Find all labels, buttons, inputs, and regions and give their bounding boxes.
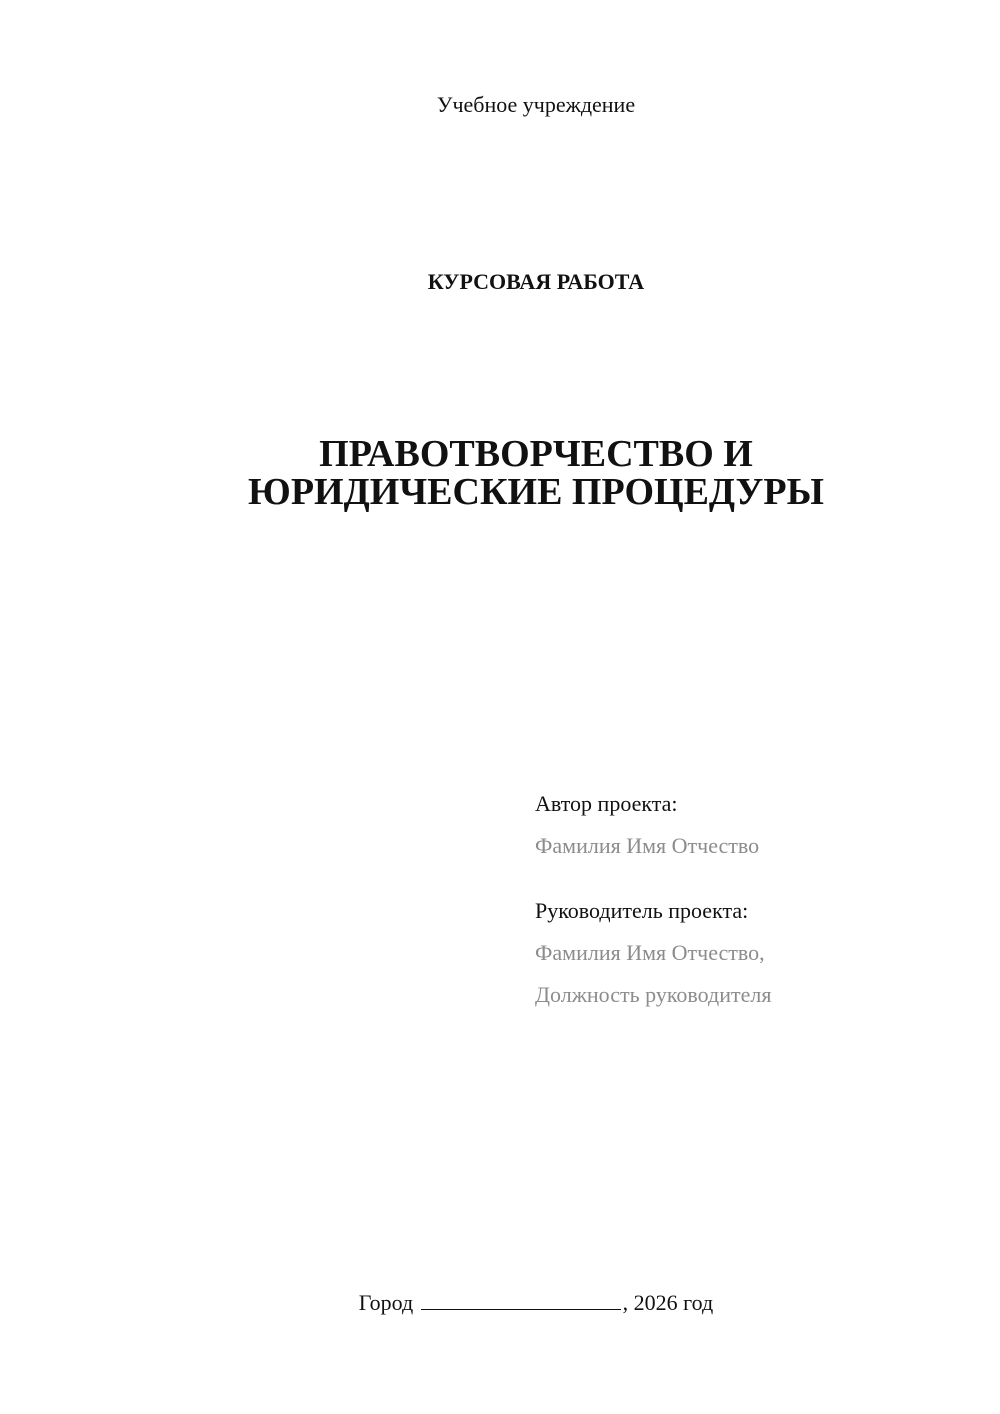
- supervisor-position: Должность руководителя: [535, 982, 772, 1007]
- author-name: Фамилия Имя Отчество: [535, 833, 760, 858]
- author-block: [535, 783, 759, 867]
- supervisor-name: Фамилия Имя Отчество,: [535, 940, 765, 965]
- institution-name: Учебное учреждение: [436, 92, 636, 117]
- footer-city-year: [0, 1286, 1000, 1320]
- supervisor-block: [535, 890, 771, 1016]
- document-type: КУРСОВАЯ РАБОТА: [427, 269, 645, 294]
- author-label: Автор проекта:: [535, 791, 678, 816]
- document-title: [0, 435, 1000, 511]
- title-line-2: ЮРИДИЧЕСКИЕ ПРОЦЕДУРЫ: [248, 471, 824, 513]
- city-label: Город: [358, 1290, 414, 1315]
- title-line-1: ПРАВОТВОРЧЕСТВО И: [319, 433, 753, 475]
- year-text: , 2026 год: [622, 1290, 714, 1315]
- city-blank-line: [421, 1287, 621, 1310]
- supervisor-label: Руководитель проекта:: [535, 898, 749, 923]
